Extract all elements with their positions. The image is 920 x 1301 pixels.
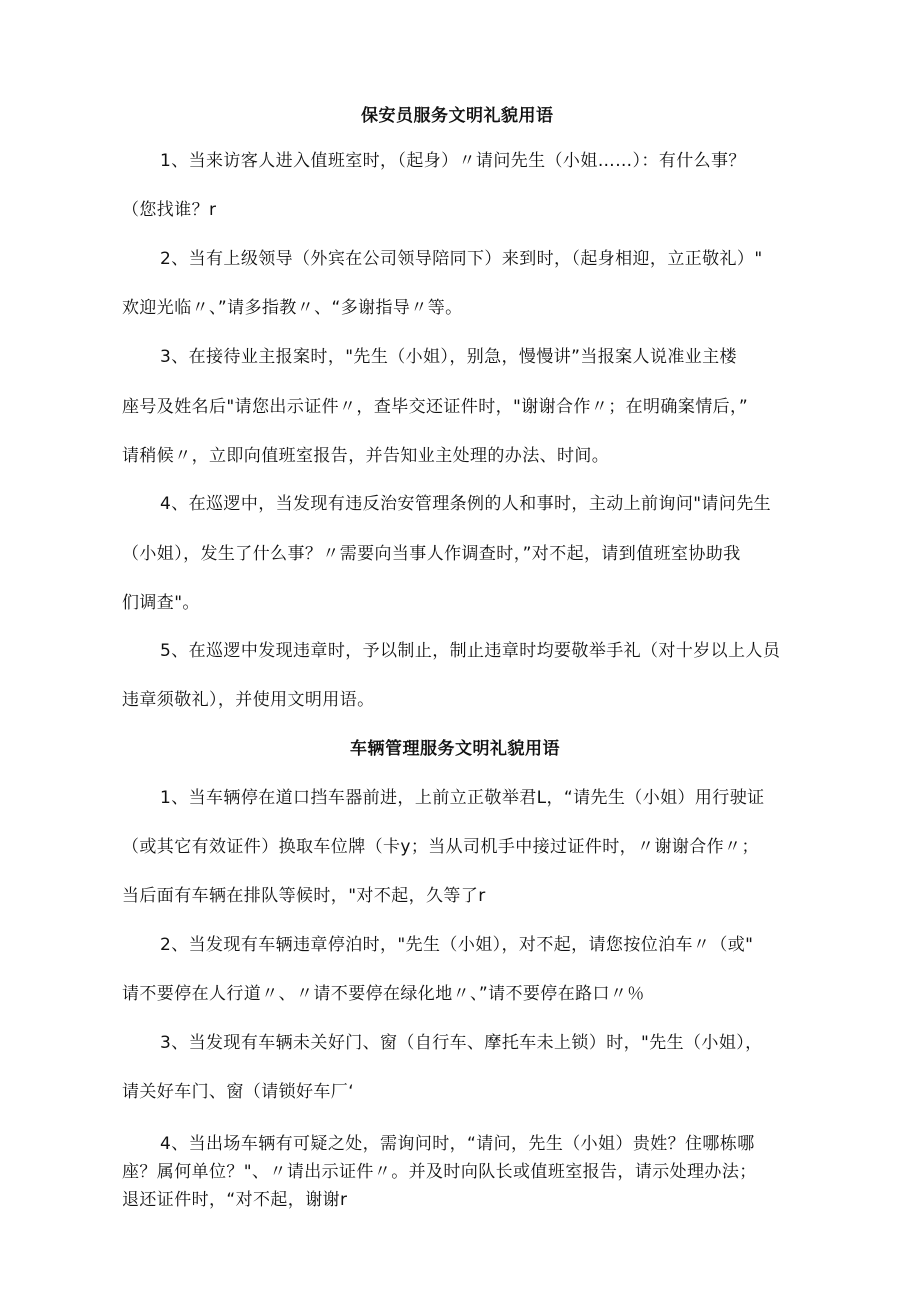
text-line: 2、当有上级领导（外宾在公司领导陪同下）来到时，（起身相迎，立正敬礼）": [160, 249, 763, 269]
text-line: 座号及姓名后"请您出示证件〃，查毕交还证件时，"谢谢合作〃；在明确案情后，”: [122, 397, 749, 417]
text-line: 3、在接待业主报案时，"先生（小姐），别急，慢慢讲”当报案人说准业主楼: [160, 347, 737, 367]
text-line: 座？属何单位？"、〃请出示证件〃。并及时向队长或值班室报告，请示处理办法；: [122, 1162, 757, 1182]
text-line: 3、当发现有车辆未关好门、窗（自行车、摩托车未上锁）时，"先生（小姐），: [160, 1033, 763, 1053]
text-line: 们调查"。: [122, 593, 200, 613]
text-line: （或其它有效证件）换取车位牌（卡y；当从司机手中接过证件时，〃谢谢合作〃；: [122, 837, 759, 857]
text-line: 1、当来访客人进入值班室时，（起身）〃请问先生（小姐……）：有什么事？: [160, 151, 746, 171]
text-line: 1、当车辆停在道口挡车器前进，上前立正敬举君L，“请先生（小姐）用行驶证: [160, 788, 765, 808]
text-line: 退还证件时，“对不起，谢谢r: [122, 1190, 348, 1210]
text-line: 2、当发现有车辆违章停泊时，"先生（小姐），对不起，请您按位泊车〃（或": [160, 935, 754, 955]
text-line: 5、在巡逻中发现违章时，予以制止，制止违章时均要敬举手礼（对十岁以上人员: [160, 641, 781, 661]
section-title-security-guard: 保安员服务文明礼貌用语: [361, 106, 554, 126]
text-line: 当后面有车辆在排队等候时，"对不起，久等了r: [122, 886, 486, 906]
section-title-vehicle-management: 车辆管理服务文明礼貌用语: [350, 739, 560, 759]
text-line: 4、在巡逻中，当发现有违反治安管理条例的人和事时，主动上前询问"请问先生: [160, 494, 772, 514]
text-line: （您找谁？r: [122, 200, 217, 220]
text-line: 4、当出场车辆有可疑之处，需询问时，“请问，先生（小姐）贵姓？住哪栋哪: [160, 1134, 755, 1154]
text-line: 请关好车门、窗（请锁好车厂‘: [122, 1082, 355, 1102]
text-line: 欢迎光临〃、”请多指教〃、“多谢指导〃等。: [122, 298, 463, 318]
text-line: 请不要停在人行道〃、〃请不要停在绿化地〃、”请不要停在路口〃％: [122, 984, 645, 1004]
text-line: 请稍候〃，立即向值班室报告，并告知业主处理的办法、时间。: [122, 446, 610, 466]
text-line: 违章须敬礼），并使用文明用语。: [122, 690, 375, 710]
text-line: （小姐），发生了什么事？〃需要向当事人作调查时，”对不起，请到值班室协助我: [122, 544, 741, 564]
